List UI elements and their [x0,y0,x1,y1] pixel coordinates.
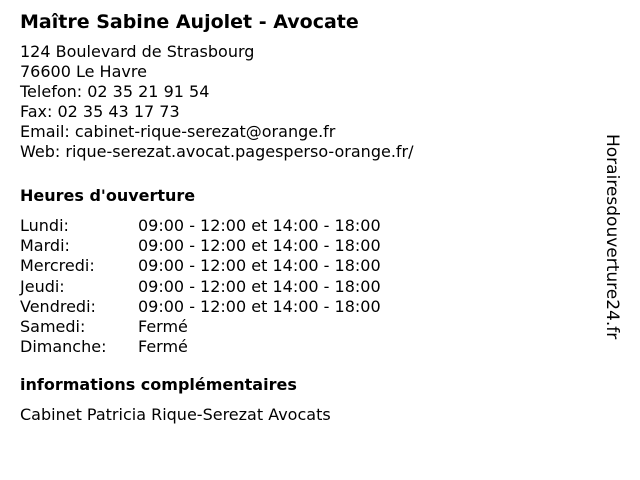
website: Web: rique-serezat.avocat.pagesperso-orange.fr/ [20,142,414,161]
city-address: 76600 Le Havre [20,62,147,81]
contact-block [20,42,600,162]
time-value: 09:00 - 12:00 et 14:00 - 18:00 [138,216,381,235]
hours-row-vendredi [20,297,600,317]
fax-number: Fax: 02 35 43 17 73 [20,102,180,121]
day-label: Dimanche: [20,337,107,357]
opening-hours-table [20,216,600,357]
street-address: 124 Boulevard de Strasbourg [20,42,255,61]
hours-row-mercredi [20,256,600,276]
hours-row-jeudi [20,277,600,297]
hours-row-lundi [20,216,600,236]
hours-row-mardi [20,236,600,256]
watermark-text: Horairesdouverture24.fr [602,134,622,340]
time-value: Fermé [138,337,188,357]
info-heading: informations complémentaires [20,375,297,395]
time-value: 09:00 - 12:00 et 14:00 - 18:00 [138,296,381,316]
page-title: Maître Sabine Aujolet - Avocate [20,11,359,33]
day-label: Mercredi: [20,256,95,276]
time-value: 09:00 - 12:00 et 14:00 - 18:00 [138,256,381,276]
hours-row-samedi [20,317,600,337]
day-label: Vendredi: [20,296,96,316]
day-label: Lundi: [20,216,69,235]
time-value: 09:00 - 12:00 et 14:00 - 18:00 [138,236,381,256]
business-card [20,9,600,425]
time-value: Fermé [138,317,188,337]
day-label: Mardi: [20,236,70,256]
hours-heading: Heures d'ouverture [20,186,196,205]
email-address: Email: cabinet-rique-serezat@orange.fr [20,122,336,141]
info-text: Cabinet Patricia Rique-Serezat Avocats [20,405,331,425]
time-value: 09:00 - 12:00 et 14:00 - 18:00 [138,276,381,296]
day-label: Jeudi: [20,276,65,296]
day-label: Samedi: [20,317,86,337]
hours-row-dimanche [20,337,600,357]
phone-number: Telefon: 02 35 21 91 54 [20,82,210,101]
